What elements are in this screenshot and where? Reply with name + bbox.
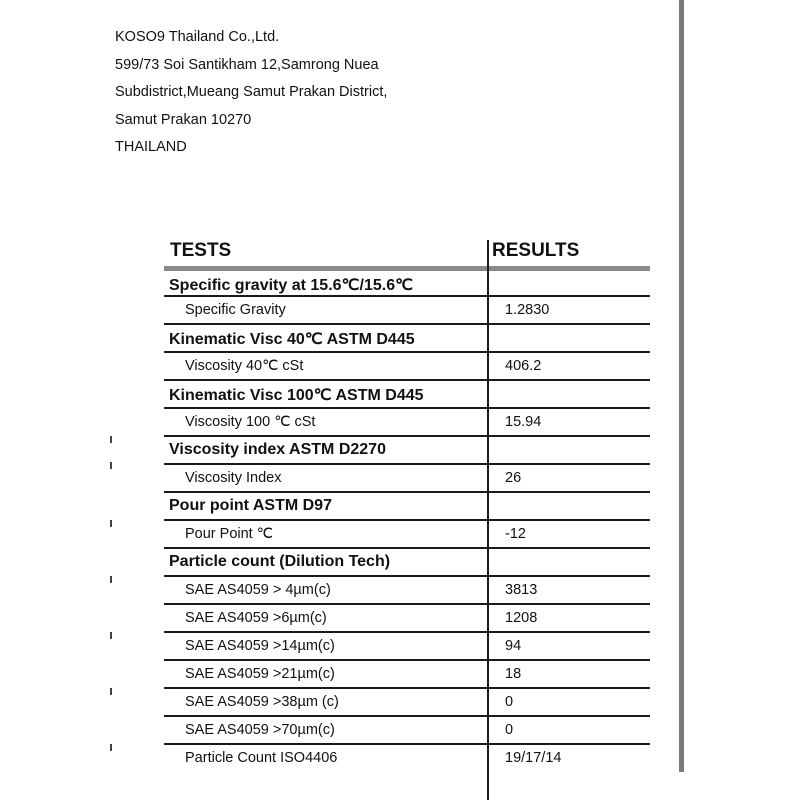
table-row xyxy=(164,521,650,549)
section-row xyxy=(164,381,650,409)
section-title: Viscosity index ASTM D2270 xyxy=(169,441,386,458)
address-country: THAILAND xyxy=(115,139,187,155)
result-value: 94 xyxy=(505,638,522,654)
address-district: Subdistrict,Mueang Samut Prakan District, xyxy=(115,84,388,100)
result-value: 0 xyxy=(505,694,514,710)
section-title: Specific gravity at 15.6℃/15.6℃ xyxy=(169,277,414,294)
address-province: Samut Prakan 10270 xyxy=(115,111,252,128)
test-name: SAE AS4059 >38µm (c) xyxy=(185,694,339,710)
test-name: Specific Gravity xyxy=(185,302,286,318)
margin-tick xyxy=(110,436,112,443)
address-block xyxy=(115,24,387,162)
section-title: Kinematic Visc 40℃ ASTM D445 xyxy=(169,331,415,348)
table-row xyxy=(164,465,650,493)
section-row xyxy=(164,493,650,521)
result-value: 26 xyxy=(505,470,522,486)
result-value: -12 xyxy=(505,526,526,542)
section-row xyxy=(164,325,650,353)
section-title: Pour point ASTM D97 xyxy=(169,497,332,514)
result-value: 406.2 xyxy=(505,358,542,374)
result-value: 1208 xyxy=(505,610,538,626)
table-row xyxy=(164,717,650,745)
test-name: Viscosity 40℃ cSt xyxy=(185,358,304,374)
margin-tick xyxy=(110,462,112,469)
table-row xyxy=(164,633,650,661)
margin-tick xyxy=(110,520,112,527)
table-row xyxy=(164,661,650,689)
table-row xyxy=(164,297,650,325)
section-title: Kinematic Visc 100℃ ASTM D445 xyxy=(169,387,424,404)
column-divider xyxy=(487,240,489,800)
result-value: 15.94 xyxy=(505,414,542,430)
section-row xyxy=(164,549,650,577)
margin-tick xyxy=(110,576,112,583)
table-row xyxy=(164,689,650,717)
table-row xyxy=(164,409,650,437)
table-row xyxy=(164,577,650,605)
result-value: 19/17/14 xyxy=(505,750,562,766)
table-row xyxy=(164,745,650,773)
table-row xyxy=(164,605,650,633)
test-name: SAE AS4059 >70µm(c) xyxy=(185,722,335,738)
address-street: 599/73 Soi Santikham 12,Samrong Nuea xyxy=(115,56,379,73)
table-row xyxy=(164,353,650,381)
test-name: Particle Count ISO4406 xyxy=(185,750,338,766)
header-results: RESULTS xyxy=(492,240,580,261)
result-value: 3813 xyxy=(505,582,538,598)
test-name: SAE AS4059 >21µm(c) xyxy=(185,666,335,682)
table-header xyxy=(164,236,650,271)
result-value: 0 xyxy=(505,722,514,738)
test-name: SAE AS4059 >6µm(c) xyxy=(185,610,327,626)
margin-tick xyxy=(110,744,112,751)
test-name: Viscosity 100 ℃ cSt xyxy=(185,414,316,430)
table-body xyxy=(164,271,650,773)
section-row xyxy=(164,437,650,465)
results-table xyxy=(164,236,650,773)
test-name: Viscosity Index xyxy=(185,470,282,486)
company-name: KOSO9 Thailand Co.,Ltd. xyxy=(115,29,280,45)
result-value: 18 xyxy=(505,666,522,682)
header-tests: TESTS xyxy=(170,240,232,261)
test-name: Pour Point ℃ xyxy=(185,526,274,542)
test-name: SAE AS4059 >14µm(c) xyxy=(185,638,335,654)
margin-tick xyxy=(110,632,112,639)
section-title: Particle count (Dilution Tech) xyxy=(169,553,391,570)
test-name: SAE AS4059 > 4µm(c) xyxy=(185,582,331,598)
section-row xyxy=(164,271,650,297)
result-value: 1.2830 xyxy=(505,302,550,318)
margin-tick xyxy=(110,688,112,695)
page-edge-bar xyxy=(679,0,684,772)
